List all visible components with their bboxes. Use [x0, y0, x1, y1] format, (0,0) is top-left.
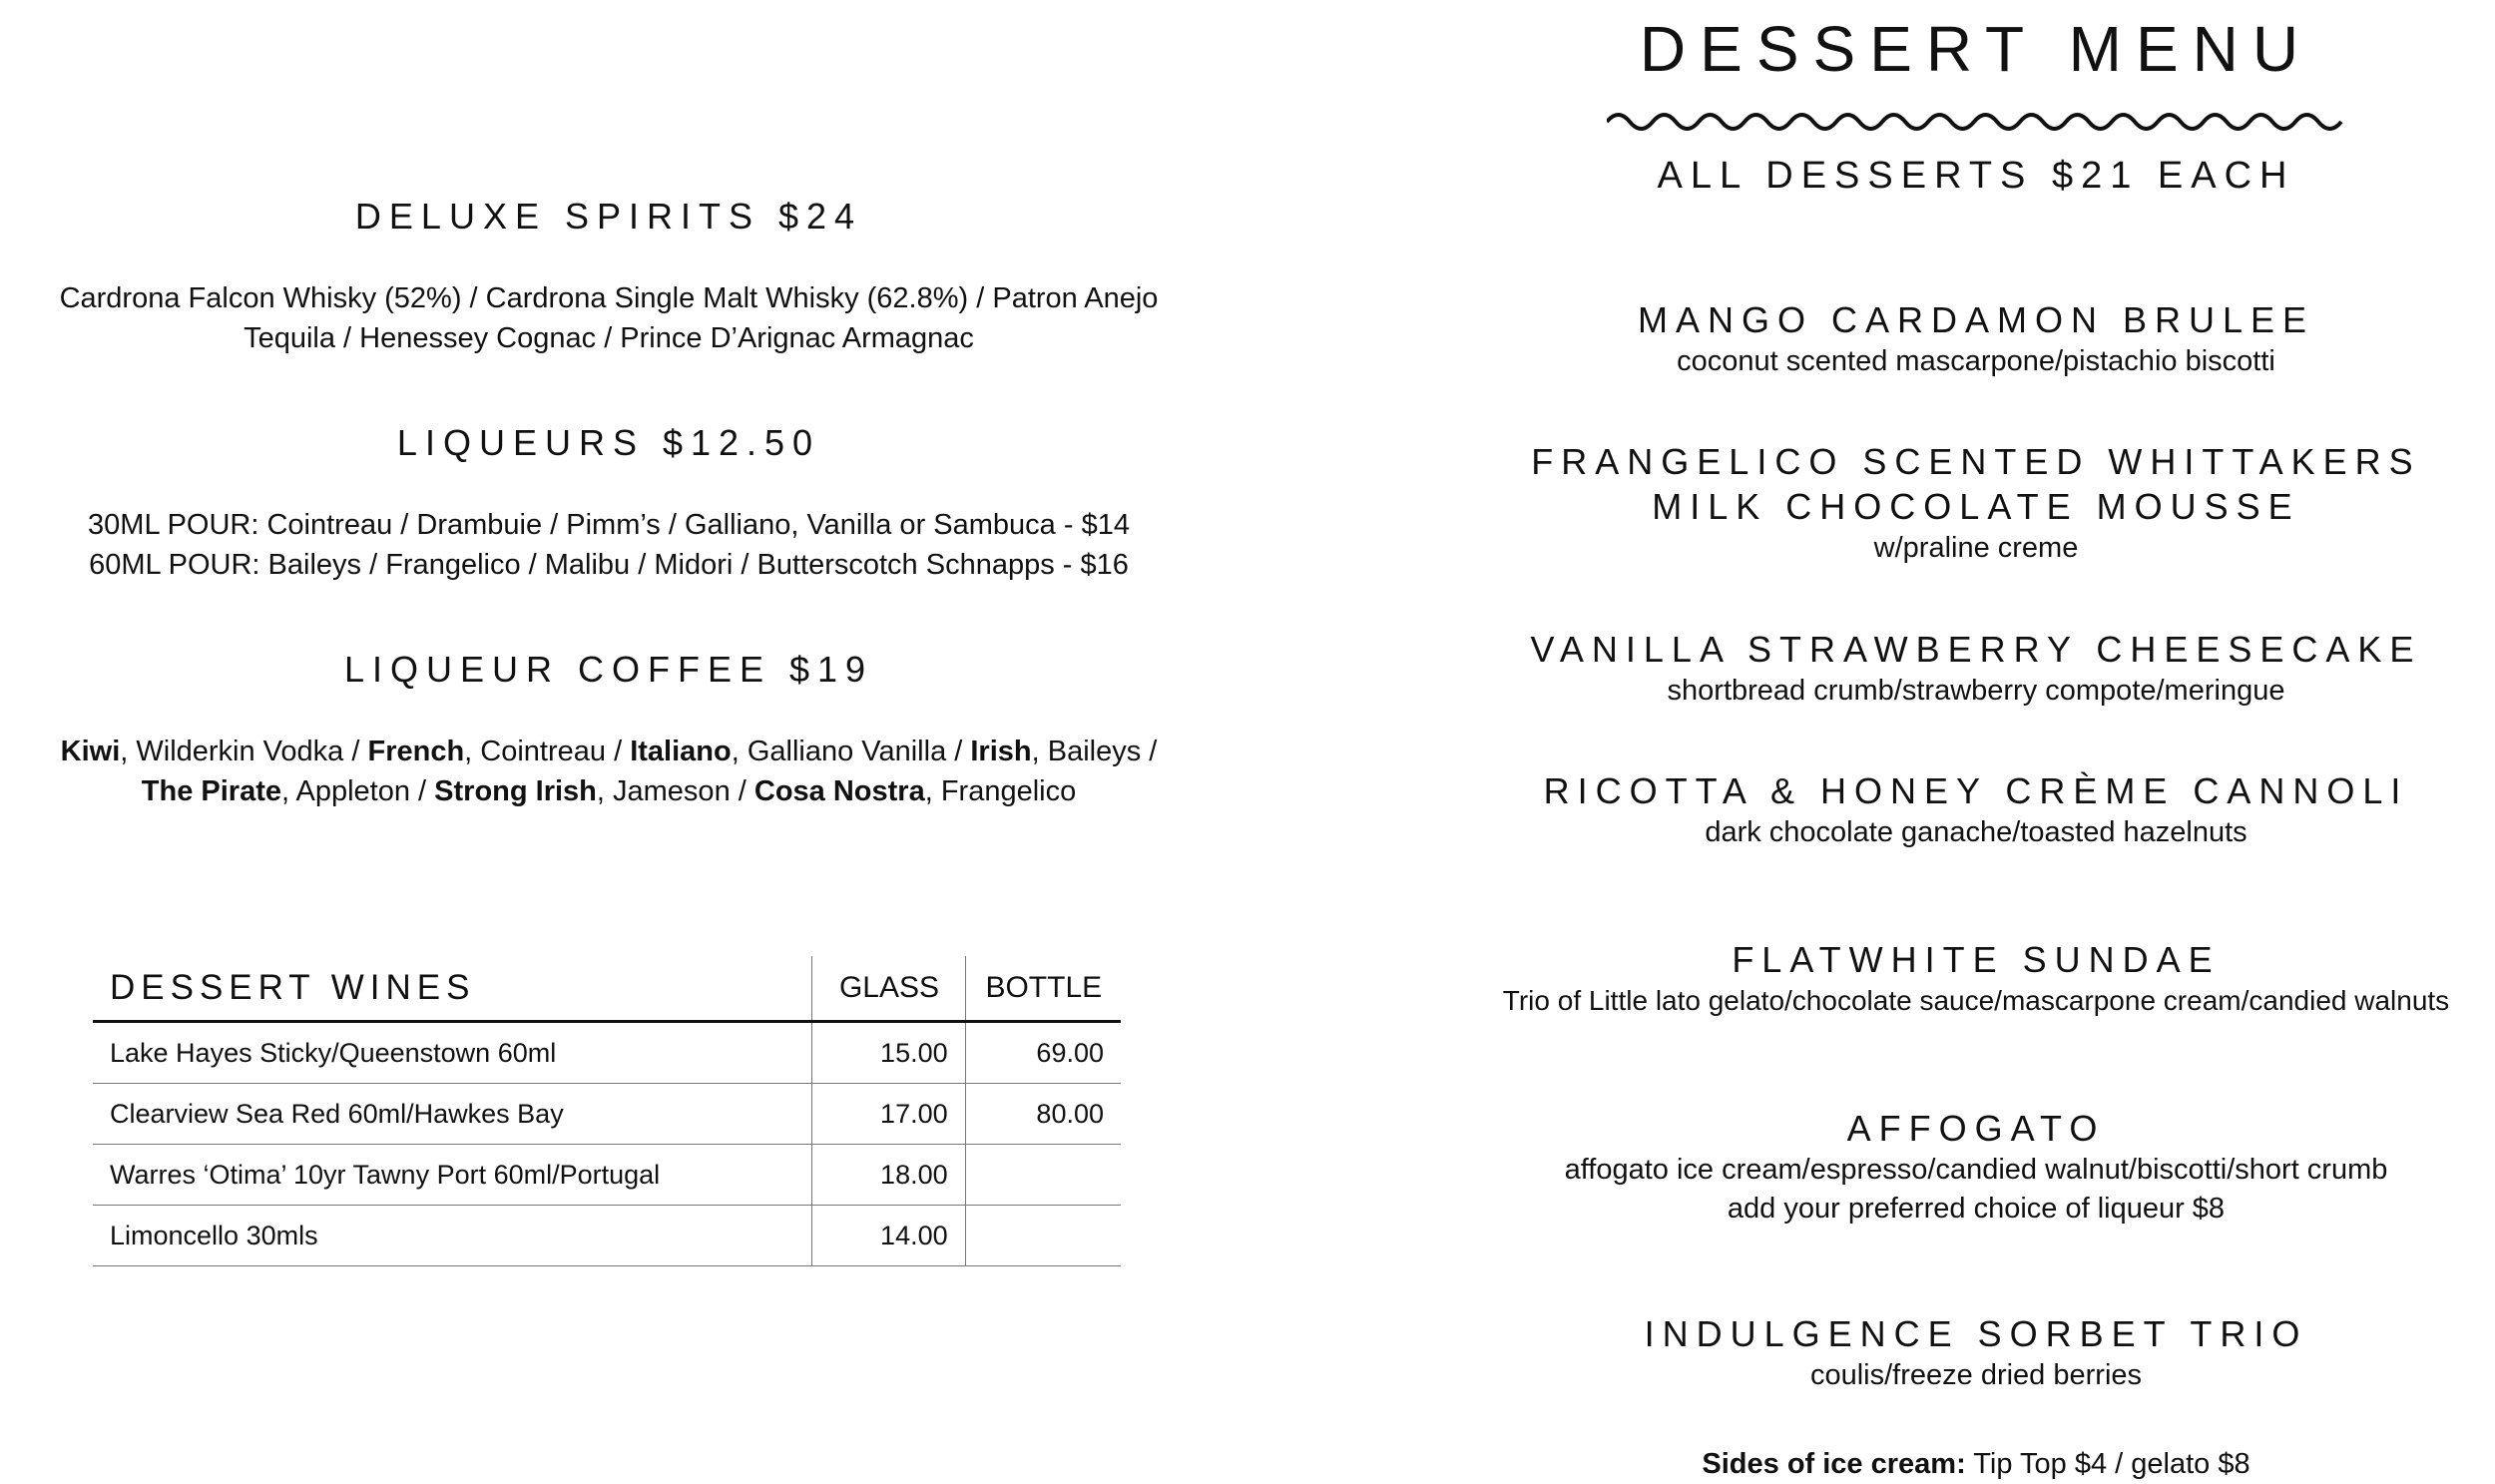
coffee-name: The Pirate: [141, 775, 281, 807]
dessert-description: w/praline creme: [1873, 532, 2079, 564]
coffee-name: Strong Irish: [434, 775, 597, 807]
coffee-name: Italiano: [630, 736, 732, 767]
coffee-spirit: , Wilderkin Vodka /: [120, 736, 368, 767]
liqueurs-list: [0, 505, 1218, 585]
dessert-description: Trio of Little lato gelato/chocolate sauce/mascarpone cream/candied walnuts: [1502, 985, 2450, 1016]
wave-divider-icon: [1607, 108, 2345, 136]
glass-price: 14.00: [812, 1206, 965, 1266]
table-header-row: [93, 956, 1121, 1022]
coffee-spirit: , Jameson /: [596, 775, 754, 807]
coffee-spirit: , Galliano Vanilla /: [731, 736, 971, 767]
liqueurs-line-1: 30ML POUR: Cointreau / Drambuie / Pimm’s / Galliano, Vanilla or Sambuca - $14: [88, 509, 1130, 541]
bottle-price: [965, 1206, 1121, 1266]
dessert-description: affogato ice cream/espresso/candied walnut/biscotti/short crumb: [1564, 1154, 2388, 1186]
wine-name: Clearview Sea Red 60ml/Hawkes Bay: [93, 1084, 812, 1145]
coffee-spirit: , Frangelico: [924, 775, 1077, 807]
coffee-name: French: [367, 736, 465, 767]
deluxe-spirits-line-2: Tequila / Henessey Cognac / Prince D’Arignac Armagnac: [244, 322, 974, 354]
dessert-description: coconut scented mascarpone/pistachio biscotti: [1677, 345, 2275, 377]
wine-name: Warres ‘Otima’ 10yr Tawny Port 60ml/Portugal: [93, 1145, 812, 1206]
page-title: DESSERT MENU: [1639, 13, 2313, 85]
dessert-name: INDULGENCE SORBET TRIO: [1644, 1313, 2308, 1354]
dessert-add-on: add your preferred choice of liqueur $8: [1727, 1193, 2226, 1225]
bottle-price: [965, 1145, 1121, 1206]
wine-name: Lake Hayes Sticky/Queenstown 60ml: [93, 1022, 812, 1084]
dessert-description: shortbread crumb/strawberry compote/meringue: [1667, 675, 2285, 707]
glass-column-header: GLASS: [812, 956, 965, 1022]
dessert-name-line-1: FRANGELICO SCENTED WHITTAKERS: [1531, 441, 2421, 482]
glass-price: 15.00: [812, 1022, 965, 1084]
table-row: [93, 1206, 1121, 1266]
deluxe-spirits-heading: DELUXE SPIRITS $24: [354, 196, 863, 237]
coffee-name: Cosa Nostra: [753, 775, 925, 807]
bottle-price: 80.00: [965, 1084, 1121, 1145]
table-row: [93, 1084, 1121, 1145]
coffee-name: Kiwi: [60, 736, 121, 767]
dessert-name: AFFOGATO: [1846, 1108, 2106, 1149]
liqueurs-heading: LIQUEURS $12.50: [396, 422, 821, 463]
bottle-price: 69.00: [965, 1022, 1121, 1084]
dessert-name: VANILLA STRAWBERRY CHEESECAKE: [1530, 629, 2422, 670]
liqueurs-line-2: 60ML POUR: Baileys / Frangelico / Malibu / Midori / Butterscotch Schnapps - $16: [89, 549, 1129, 581]
dessert-description: coulis/freeze dried berries: [1809, 1359, 2143, 1391]
dessert-wines-heading: DESSERT WINES: [93, 956, 812, 1022]
liqueur-coffee-heading: LIQUEUR COFFEE $19: [343, 649, 874, 690]
wine-name: Limoncello 30mls: [93, 1206, 812, 1266]
coffee-spirit: , Baileys /: [1031, 736, 1158, 767]
dessert-name-line-2: MILK CHOCOLATE MOUSSE: [1652, 486, 2300, 527]
liqueur-coffee-list: [0, 732, 1218, 811]
coffee-spirit: , Cointreau /: [464, 736, 631, 767]
deluxe-spirits-list: [0, 278, 1218, 358]
table-row: [93, 1145, 1121, 1206]
dessert-name: FLATWHITE SUNDAE: [1732, 939, 2221, 980]
sides-label: Sides of ice cream:: [1702, 1448, 1966, 1480]
glass-price: 18.00: [812, 1145, 965, 1206]
dessert-wines-table: [93, 956, 1121, 1266]
sides-of-ice-cream: [1457, 1444, 2495, 1484]
glass-price: 17.00: [812, 1084, 965, 1145]
bottle-column-header: BOTTLE: [965, 956, 1121, 1022]
coffee-spirit: , Appleton /: [281, 775, 435, 807]
dessert-name: MANGO CARDAMON BRULEE: [1637, 299, 2315, 340]
liqueur-coffee-line-1: [0, 732, 1218, 771]
dessert-column: [1457, 0, 2495, 1483]
drinks-column: [0, 0, 1218, 1483]
sides-text: Tip Top $4 / gelato $8: [1965, 1448, 2250, 1480]
deluxe-spirits-line-1: Cardrona Falcon Whisky (52%) / Cardrona Single Malt Whisky (62.8%) / Patron Anejo: [59, 282, 1159, 314]
liqueur-coffee-line-2: [0, 771, 1218, 811]
table-row: [93, 1022, 1121, 1084]
dessert-name: RICOTTA & HONEY CRÈME CANNOLI: [1543, 770, 2409, 811]
price-subtitle: ALL DESSERTS $21 EACH: [1657, 155, 2295, 197]
coffee-name: Irish: [970, 736, 1032, 767]
dessert-description: dark chocolate ganache/toasted hazelnuts: [1705, 816, 2247, 848]
